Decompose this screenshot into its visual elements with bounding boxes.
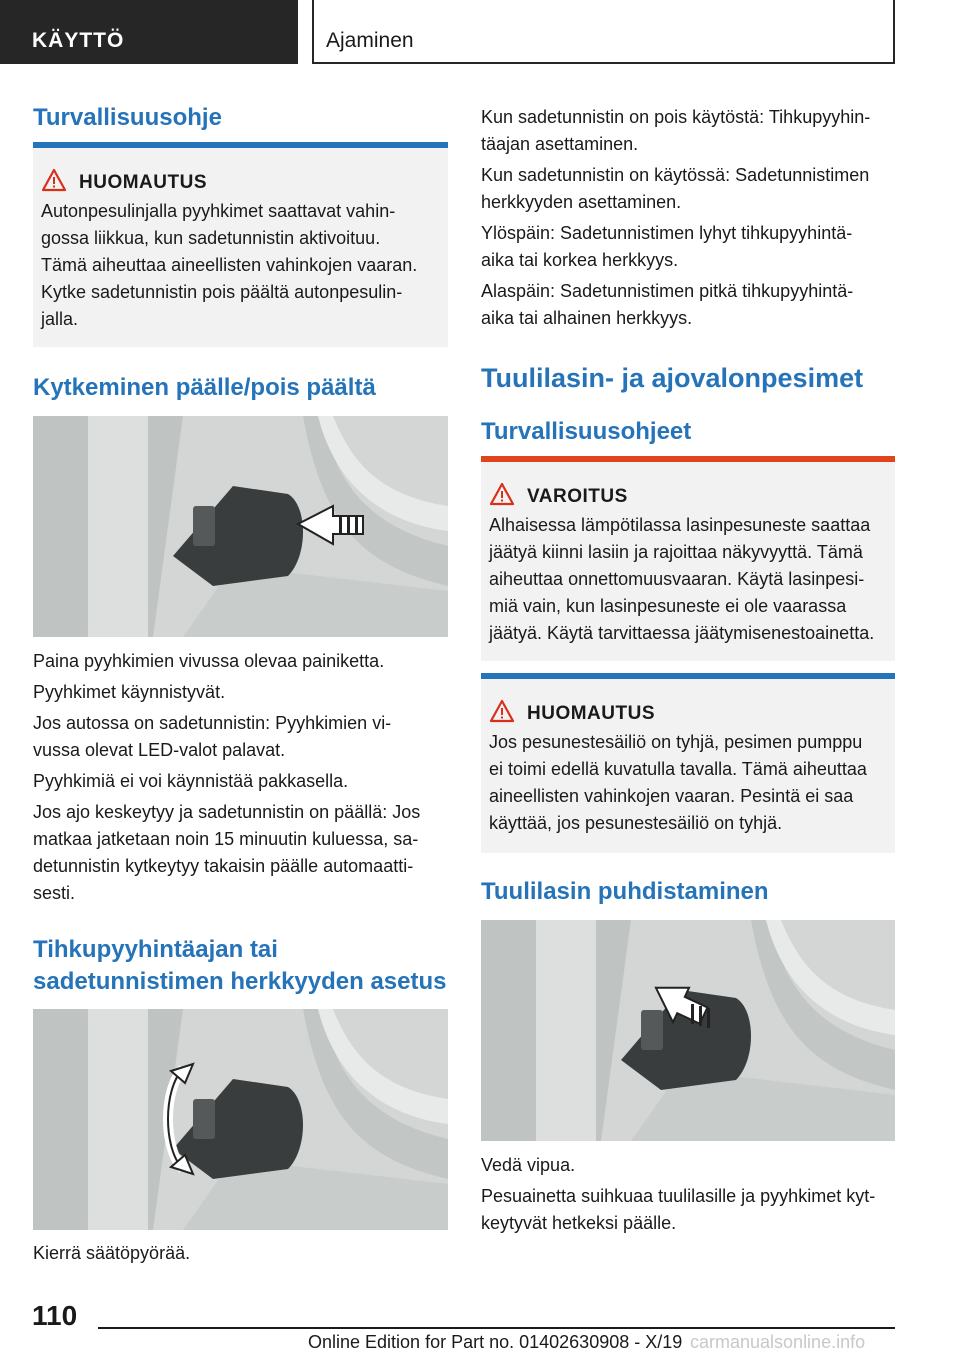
text-line: täajan asettaminen. xyxy=(481,134,639,154)
warning-box xyxy=(481,456,895,661)
caption-thumbwheel: Kierrä säätöpyörää. xyxy=(33,1243,191,1263)
note-bar xyxy=(481,673,895,679)
note-line: Tämä aiheuttaa aineellisten vahinkojen vaaran. xyxy=(41,255,418,275)
note-title: HUOMAUTUS xyxy=(79,172,207,193)
text-line: keytyvät hetkeksi päälle. xyxy=(481,1213,677,1233)
text-line: vussa olevat LED-valot palavat. xyxy=(33,740,286,760)
page-number: 110 xyxy=(32,1300,78,1331)
header-section-label: KÄYTTÖ xyxy=(32,29,125,52)
note-body xyxy=(489,729,887,837)
text-line: Alaspäin: Sadetunnistimen pitkä tihkupyyhintä- xyxy=(481,281,854,301)
text-line: herkkyyden asettaminen. xyxy=(481,192,682,212)
text-line: Pyyhkimet käynnistyvät. xyxy=(33,682,226,702)
header-chapter-label: Ajaminen xyxy=(326,29,414,52)
text-line: Pyyhkimiä ei voi käynnistää pakkasella. xyxy=(33,771,349,791)
note-line: ei toimi edellä kuvatulla tavalla. Tämä aiheuttaa xyxy=(489,759,867,779)
footer-rule xyxy=(98,1327,895,1329)
text-line: detunnistin kytkeytyy takaisin päälle automaatti- xyxy=(33,856,414,876)
text-line: Pesuainetta suihkuaa tuulilasille ja pyyhkimet kyt- xyxy=(481,1186,876,1206)
footer-watermark: carmanualsonline.info xyxy=(690,1332,866,1352)
note-bar xyxy=(33,142,448,148)
heading-windshield-clean: Tuulilasin puhdistaminen xyxy=(481,878,769,905)
note-line: Jos pesunestesäiliö on tyhjä, pesimen pumppu xyxy=(489,732,863,752)
warning-body xyxy=(489,512,887,647)
heading-on-off: Kytkeminen päälle/pois päältä xyxy=(33,374,376,401)
interval-paragraphs xyxy=(481,104,895,332)
warning-triangle-icon xyxy=(489,482,515,506)
note-line: Kytke sadetunnistin pois päältä autonpesulin- xyxy=(41,282,403,302)
text-line: Jos autossa on sadetunnistin: Pyyhkimien vi- xyxy=(33,713,392,733)
warning-line: aiheuttaa onnettomuusvaaran. Käytä lasinpesi- xyxy=(489,569,865,589)
warning-line: Alhaisessa lämpötilassa lasinpesuneste saattaa xyxy=(489,515,871,535)
text-line: sesti. xyxy=(33,883,76,903)
text-line: Kun sadetunnistin on käytössä: Sadetunnistimen xyxy=(481,165,870,185)
header-chapter-tab xyxy=(312,0,895,64)
figure-wiper-button xyxy=(33,416,448,637)
warning-line: jäätyä. Käytä tarvittaessa jäätymisenestoainetta. xyxy=(489,623,875,643)
text-line: Paina pyyhkimien vivussa olevaa painiketta. xyxy=(33,651,385,671)
warning-bar xyxy=(481,456,895,462)
warning-line: jäätyä kiinni lasiin ja rajoittaa näkyvyyttä. Tämä xyxy=(489,542,863,562)
warning-title: VAROITUS xyxy=(527,486,628,507)
note-line: käyttää, jos pesunestesäiliö on tyhjä. xyxy=(489,813,783,833)
text-line: matkaa jatketaan noin 15 minuutin kuluessa, sa- xyxy=(33,829,419,849)
text-line: Kun sadetunnistin on pois käytöstä: Tihkupyyhin- xyxy=(481,107,871,127)
text-line: aika tai korkea herkkyys. xyxy=(481,250,679,270)
heading-safety-instructions: Turvallisuusohjeet xyxy=(481,418,692,445)
warning-line: miä vain, kun lasinpesuneste ei ole vaarassa xyxy=(489,596,847,616)
note-line: jalla. xyxy=(41,309,79,329)
heading-interval xyxy=(33,934,446,998)
note-box-2 xyxy=(481,673,895,853)
heading-safety: Turvallisuusohje xyxy=(33,104,222,131)
figure-thumbwheel xyxy=(33,1009,448,1230)
note-body xyxy=(41,198,440,333)
warning-triangle-icon xyxy=(41,168,67,192)
footer-edition: Online Edition for Part no. 01402630908 - X/19 xyxy=(308,1332,683,1352)
heading-washers: Tuulilasin- ja ajovalonpesimet xyxy=(481,363,864,393)
heading-line: sadetunnistimen herkkyyden asetus xyxy=(33,968,447,995)
header-section-tab xyxy=(0,0,298,64)
note-line: gossa liikkua, kun sadetunnistin aktivoituu. xyxy=(41,228,381,248)
text-line: Ylöspäin: Sadetunnistimen lyhyt tihkupyyhintä- xyxy=(481,223,853,243)
warning-triangle-icon xyxy=(489,699,515,723)
text-line: Jos ajo keskeytyy ja sadetunnistin on päällä: Jos xyxy=(33,802,421,822)
figure-wiper-pull xyxy=(481,920,895,1141)
heading-line: Tihkupyyhintäajan tai xyxy=(33,936,278,963)
text-line: aika tai alhainen herkkyys. xyxy=(481,308,693,328)
onoff-paragraphs xyxy=(33,648,448,907)
note-line: aineellisten vahinkojen vaaran. Pesintä ei saa xyxy=(489,786,854,806)
note-line: Autonpesulinjalla pyyhkimet saattavat vahin- xyxy=(41,201,396,221)
clean-paragraphs xyxy=(481,1152,895,1237)
note-title: HUOMAUTUS xyxy=(527,703,655,724)
note-box-1 xyxy=(33,142,448,347)
text-line: Vedä vipua. xyxy=(481,1155,576,1175)
